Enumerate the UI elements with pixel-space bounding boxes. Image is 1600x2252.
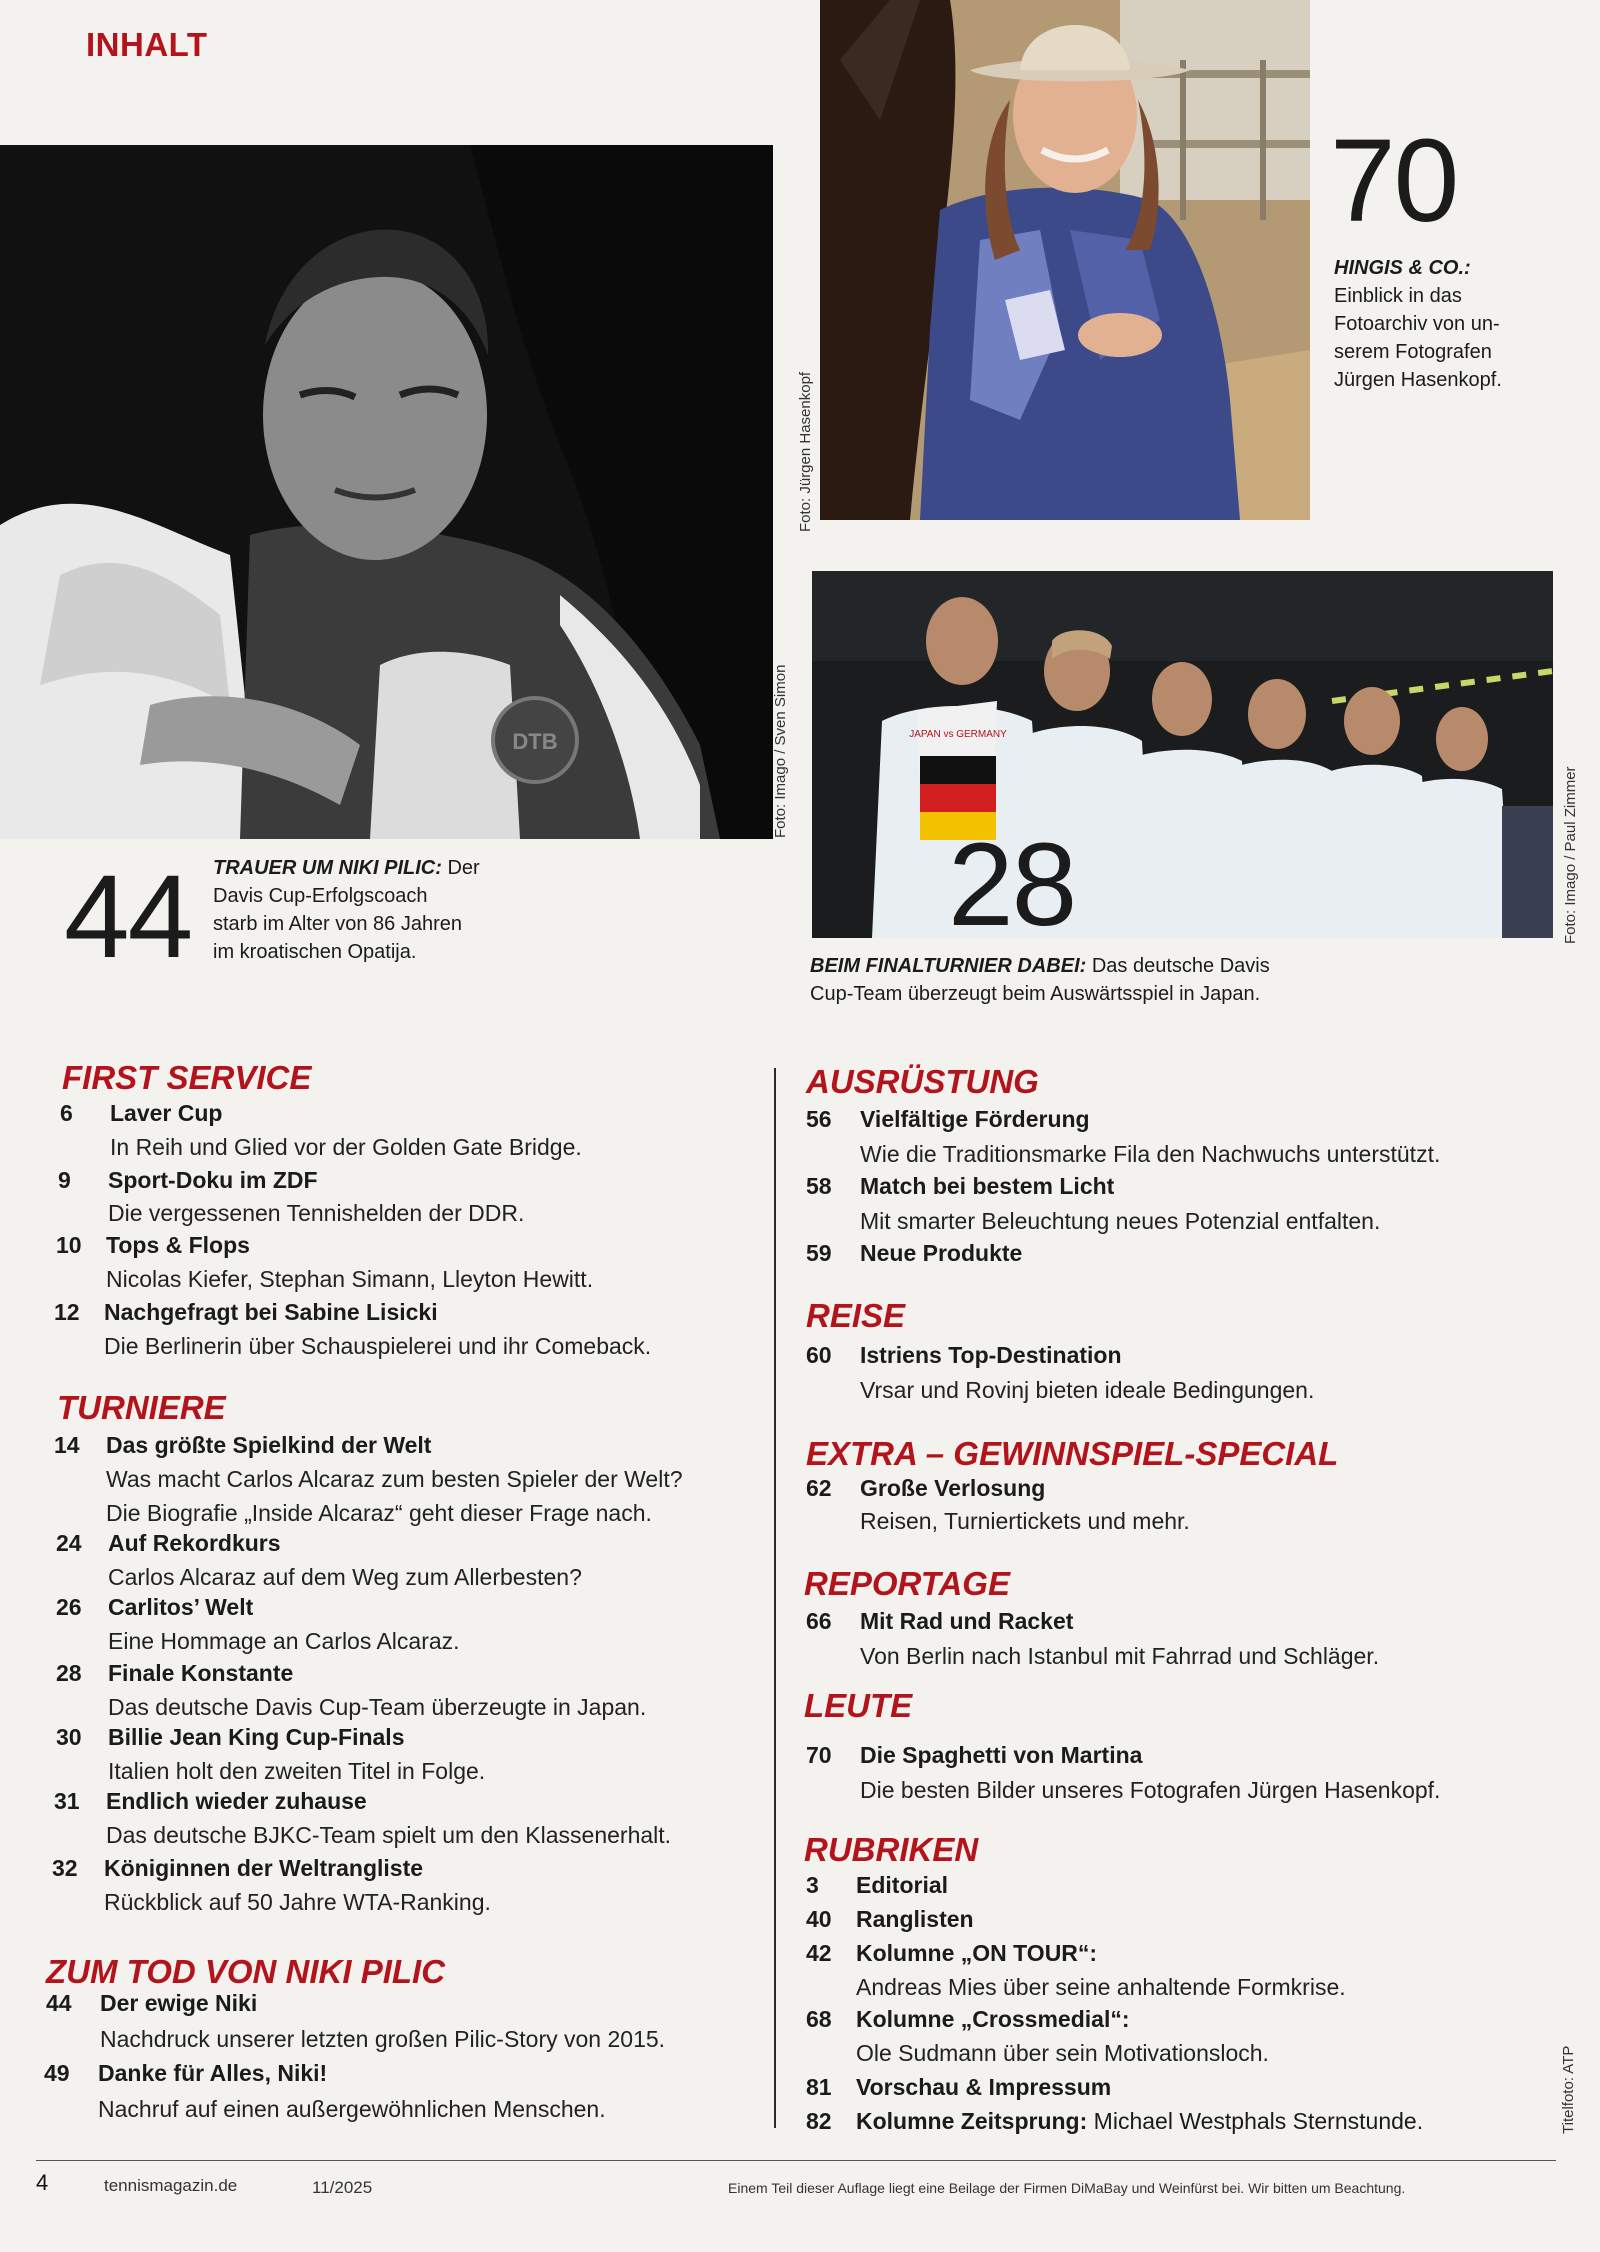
toc-title-text: Kolumne Zeitsprung:	[856, 2108, 1088, 2134]
toc-title: Tops & Flops	[106, 1232, 250, 1258]
feature-44-line: starb im Alter von 86 Jahren	[213, 913, 463, 935]
section-title-turniere: TURNIERE	[57, 1389, 226, 1426]
toc-desc: Mit smarter Beleuchtung neues Potenzial entfalten.	[860, 1208, 1381, 1234]
toc-page: 82	[806, 2108, 832, 2134]
hingis-photo-credit: Foto: Jürgen Hasenkopf	[797, 371, 814, 532]
section-title-rubriken: RUBRIKEN	[804, 1831, 979, 1868]
toc-page: 30	[56, 1724, 82, 1750]
toc-page: 66	[806, 1608, 832, 1634]
feature-70-line: Fotoarchiv von un-	[1334, 313, 1500, 335]
toc-page: 28	[56, 1660, 82, 1686]
toc-page: 40	[806, 1906, 832, 1932]
toc-title: Editorial	[856, 1872, 949, 1898]
toc-title: Das größte Spielkind der Welt	[106, 1432, 432, 1458]
toc-desc: Die besten Bilder unseres Fotografen Jürgen Hasenkopf.	[860, 1777, 1441, 1803]
toc-page: 26	[56, 1594, 82, 1620]
toc-desc: Vrsar und Rovinj bieten ideale Bedingungen.	[860, 1377, 1315, 1403]
section-title-ausruestung: AUSRÜSTUNG	[806, 1063, 1039, 1100]
column-divider	[774, 1068, 776, 2128]
toc-title: Vorschau & Impressum	[856, 2074, 1112, 2100]
feature-44-caption	[213, 854, 553, 966]
feature-70-line: Jürgen Hasenkopf.	[1334, 369, 1502, 391]
toc-page: 31	[54, 1788, 80, 1814]
toc-title: Match bei bestem Licht	[860, 1173, 1115, 1199]
feature-70-line: Einblick in das	[1334, 285, 1462, 307]
toc-desc: Die Biografie „Inside Alcaraz“ geht dieser Frage nach.	[106, 1500, 652, 1526]
toc-desc: Wie die Traditionsmarke Fila den Nachwuchs unterstützt.	[860, 1141, 1441, 1167]
toc-page: 60	[806, 1342, 832, 1368]
footer-issue: 11/2025	[312, 2178, 373, 2197]
feature-44-kicker: TRAUER UM NIKI PILIC:	[213, 857, 442, 879]
toc-title: Auf Rekordkurs	[108, 1530, 281, 1556]
toc-desc: In Reih und Glied vor der Golden Gate Bridge.	[110, 1134, 582, 1160]
toc-page: 81	[806, 2074, 832, 2100]
toc-desc: Was macht Carlos Alcaraz zum besten Spieler der Welt?	[106, 1466, 683, 1492]
section-title-reportage: REPORTAGE	[804, 1565, 1010, 1602]
toc-page: 6	[60, 1100, 73, 1126]
toc-page: 49	[44, 2060, 70, 2086]
toc-title: Die Spaghetti von Martina	[860, 1742, 1143, 1768]
toc-title: Große Verlosung	[860, 1475, 1046, 1501]
feature-28-caption	[810, 952, 1530, 1008]
toc-page: 24	[56, 1530, 82, 1556]
toc-title: Vielfältige Förderung	[860, 1106, 1090, 1132]
feature-44-page: 44	[64, 851, 192, 983]
davis-pennant-text: JAPAN vs GERMANY	[909, 729, 1007, 740]
toc-title: Kolumne „Crossmedial“:	[856, 2006, 1130, 2032]
feature-28-line: Cup-Team überzeugt beim Auswärtsspiel in Japan.	[810, 983, 1261, 1005]
feature-28-page: 28	[948, 819, 1076, 951]
toc-desc: Carlos Alcaraz auf dem Weg zum Allerbesten?	[108, 1564, 582, 1590]
toc-title: Laver Cup	[110, 1100, 223, 1126]
section-title-pilic: ZUM TOD VON NIKI PILIC	[46, 1953, 446, 1990]
section-title-reise: REISE	[806, 1297, 906, 1334]
toc-page: 3	[806, 1872, 819, 1898]
toc-page: 68	[806, 2006, 832, 2032]
toc-title: Ranglisten	[856, 1906, 974, 1932]
footer-notice: Einem Teil dieser Auflage liegt eine Beilage der Firmen DiMaBay und Weinfürst bei. Wir bitten um Beachtung.	[728, 2180, 1406, 2196]
toc-title: Carlitos’ Welt	[108, 1594, 254, 1620]
toc-page: 14	[54, 1432, 80, 1458]
feature-70-line: serem Fotografen	[1334, 341, 1492, 363]
davis-photo-credit: Foto: Imago / Paul Zimmer	[1562, 766, 1579, 944]
toc-title: Billie Jean King Cup-Finals	[108, 1724, 405, 1750]
toc-page: 10	[56, 1232, 82, 1258]
section-title-extra: EXTRA – GEWINNSPIEL-SPECIAL	[806, 1435, 1339, 1472]
toc-desc: Ole Sudmann über sein Motivationsloch.	[856, 2040, 1269, 2066]
page-number: 4	[36, 2170, 49, 2195]
toc-title: Nachgefragt bei Sabine Lisicki	[104, 1299, 438, 1325]
toc-desc: Die vergessenen Tennishelden der DDR.	[108, 1200, 525, 1226]
feature-70-page: 70	[1330, 115, 1458, 247]
toc-page: 32	[52, 1855, 78, 1881]
page-title: INHALT	[86, 26, 208, 63]
footer-rule	[36, 2160, 1556, 2161]
toc-title: Königinnen der Weltrangliste	[104, 1855, 424, 1881]
feature-28-kicker: BEIM FINALTURNIER DABEI:	[810, 955, 1087, 977]
section-title-leute: LEUTE	[804, 1687, 913, 1724]
toc-desc: Nicolas Kiefer, Stephan Simann, Lleyton Hewitt.	[106, 1266, 594, 1292]
feature-44-line: Der	[447, 857, 480, 879]
feature-44-line: im kroatischen Opatija.	[213, 941, 417, 963]
footer-site: tennismagazin.de	[104, 2176, 238, 2195]
toc-page: 62	[806, 1475, 832, 1501]
toc-title: Kolumne „ON TOUR“:	[856, 1940, 1098, 1966]
toc-title: Finale Konstante	[108, 1660, 294, 1686]
toc-page: 44	[46, 1990, 72, 2016]
toc-page: 56	[806, 1106, 832, 1132]
feature-44-line: Davis Cup-Erfolgscoach	[213, 885, 428, 907]
section-title-first-service: FIRST SERVICE	[62, 1059, 312, 1096]
toc-page: 12	[54, 1299, 80, 1325]
hingis-photo	[820, 0, 1310, 520]
toc-page: 42	[806, 1940, 832, 1966]
pilic-photo	[0, 145, 773, 839]
toc-desc: Andreas Mies über seine anhaltende Formkrise.	[856, 1974, 1346, 2000]
toc-desc: Das deutsche BJKC-Team spielt um den Klassenerhalt.	[106, 1822, 672, 1848]
toc-title: Endlich wieder zuhause	[106, 1788, 367, 1814]
toc-title	[856, 2108, 1423, 2135]
toc-page: 59	[806, 1240, 832, 1266]
toc-title: Danke für Alles, Niki!	[98, 2060, 328, 2086]
toc-desc: Nachruf auf einen außergewöhnlichen Menschen.	[98, 2096, 606, 2122]
pilic-photo-credit: Foto: Imago / Sven Simon	[772, 664, 789, 838]
toc-page: 70	[806, 1742, 832, 1768]
toc-title: Mit Rad und Racket	[860, 1608, 1074, 1634]
toc-desc: Rückblick auf 50 Jahre WTA-Ranking.	[104, 1889, 491, 1915]
toc-desc: Italien holt den zweiten Titel in Folge.	[108, 1758, 486, 1784]
toc-desc: Eine Hommage an Carlos Alcaraz.	[108, 1628, 460, 1654]
toc-title: Der ewige Niki	[100, 1990, 258, 2016]
toc-desc: Michael Westphals Sternstunde.	[1093, 2108, 1424, 2134]
toc-title: Sport-Doku im ZDF	[108, 1167, 318, 1193]
toc-page: 9	[58, 1167, 71, 1193]
toc-desc: Von Berlin nach Istanbul mit Fahrrad und Schläger.	[860, 1643, 1380, 1669]
feature-28-line: Das deutsche Davis	[1091, 955, 1270, 977]
toc-title: Neue Produkte	[860, 1240, 1023, 1266]
toc-desc: Die Berlinerin über Schauspielerei und ihr Comeback.	[104, 1333, 652, 1359]
feature-70-caption	[1334, 254, 1574, 394]
toc-desc: Nachdruck unserer letzten großen Pilic-Story von 2015.	[100, 2026, 666, 2052]
title-photo-credit: Titelfoto: ATP	[1560, 2045, 1577, 2134]
feature-70-kicker: HINGIS & CO.:	[1334, 257, 1471, 279]
davis-cup-photo	[812, 571, 1553, 938]
toc-page: 58	[806, 1173, 832, 1199]
toc-desc: Reisen, Turniertickets und mehr.	[860, 1508, 1190, 1534]
dtb-badge-text: DTB	[512, 729, 558, 754]
toc-title: Istriens Top-Destination	[860, 1342, 1122, 1368]
toc-desc: Das deutsche Davis Cup-Team überzeugte in Japan.	[108, 1694, 647, 1720]
